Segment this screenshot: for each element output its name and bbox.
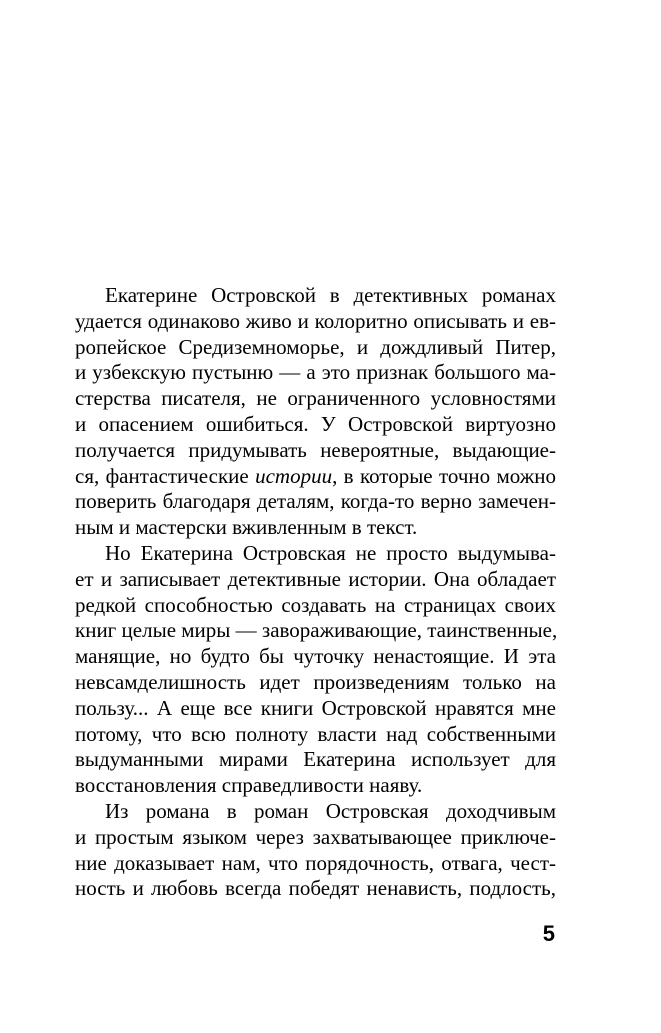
- text-line: [75, 386, 556, 412]
- text-line: [75, 851, 556, 877]
- text-segment: пользу... А еще все книги Островской нравятся мне: [75, 695, 556, 720]
- text-line: [75, 489, 556, 515]
- text-segment: поверить благодаря деталям, когда-то верно замечен-: [75, 489, 556, 514]
- text-segment: Из романа в роман Островская доходчивым: [105, 798, 556, 823]
- text-segment: ность и любовь всегда победят ненависть, подлость,: [75, 876, 556, 901]
- text-segment: невсамделишность идет произведениям только на: [75, 669, 556, 694]
- text-line: [75, 799, 556, 825]
- text-line: [75, 696, 556, 722]
- text-line: [75, 876, 556, 902]
- italic-word: истории: [255, 463, 333, 488]
- text-segment: редкой способностью создавать на страницах своих: [75, 592, 556, 617]
- text-segment: ся, фантастические: [75, 463, 256, 488]
- text-line: [75, 283, 556, 309]
- text-segment: удается одинаково живо и колоритно описывать и ев-: [75, 308, 556, 333]
- text-line: [75, 618, 556, 644]
- text-segment: ет и записывает детективные истории. Она обладает: [75, 566, 556, 591]
- text-line: [75, 722, 556, 748]
- text-line: [75, 670, 556, 696]
- page-number: 5: [542, 921, 555, 946]
- text-line: [75, 773, 556, 799]
- text-line: [75, 464, 556, 490]
- text-line: [75, 593, 556, 619]
- text-segment: потому, что всю полноту власти над собственными: [75, 721, 556, 746]
- text-segment: книг целые миры — завораживающие, таинственные,: [75, 618, 558, 643]
- text-line: [75, 747, 556, 773]
- text-line: [75, 360, 556, 386]
- paragraph: [75, 799, 556, 902]
- text-line: [75, 438, 556, 464]
- text-line: [75, 644, 556, 670]
- text-segment: Но Екатерина Островская не просто выдумыва-: [105, 540, 556, 565]
- text-line: [75, 309, 556, 335]
- text-segment: получается придумывать невероятные, выдающие-: [75, 437, 556, 462]
- text-segment: манящие, но будто бы чуточку ненастоящие. И эта: [75, 644, 556, 669]
- text-segment: стерства писателя, не ограниченного условностями: [75, 386, 556, 411]
- text-segment: и простым языком через захватывающее приключе-: [75, 824, 556, 849]
- text-line: [75, 825, 556, 851]
- text-segment: и узбекскую пустыню — а это признак большого ма-: [75, 360, 556, 385]
- text-segment: Екатерине Островской в детективных романах: [105, 283, 556, 307]
- text-segment: , в которые точно можно: [332, 463, 556, 488]
- text-line: [75, 335, 556, 361]
- text-line: [75, 412, 556, 438]
- text-segment: ным и мастерски вживленным в текст.: [75, 515, 418, 540]
- text-segment: ропейское Средиземноморье, и дождливый Питер,: [75, 334, 556, 359]
- text-line: [75, 515, 556, 541]
- text-segment: ние доказывает нам, что порядочность, отвага, чест-: [75, 850, 556, 875]
- paragraph: [75, 283, 556, 541]
- text-segment: выдуманными мирами Екатерина использует для: [75, 747, 556, 772]
- paragraph: [75, 541, 556, 799]
- text-line: [75, 567, 556, 593]
- text-line: [75, 541, 556, 567]
- text-segment: и опасением ошибиться. У Островской виртуозно: [75, 411, 556, 436]
- text-segment: восстановления справедливости наяву.: [75, 773, 423, 798]
- body-text: [75, 283, 556, 902]
